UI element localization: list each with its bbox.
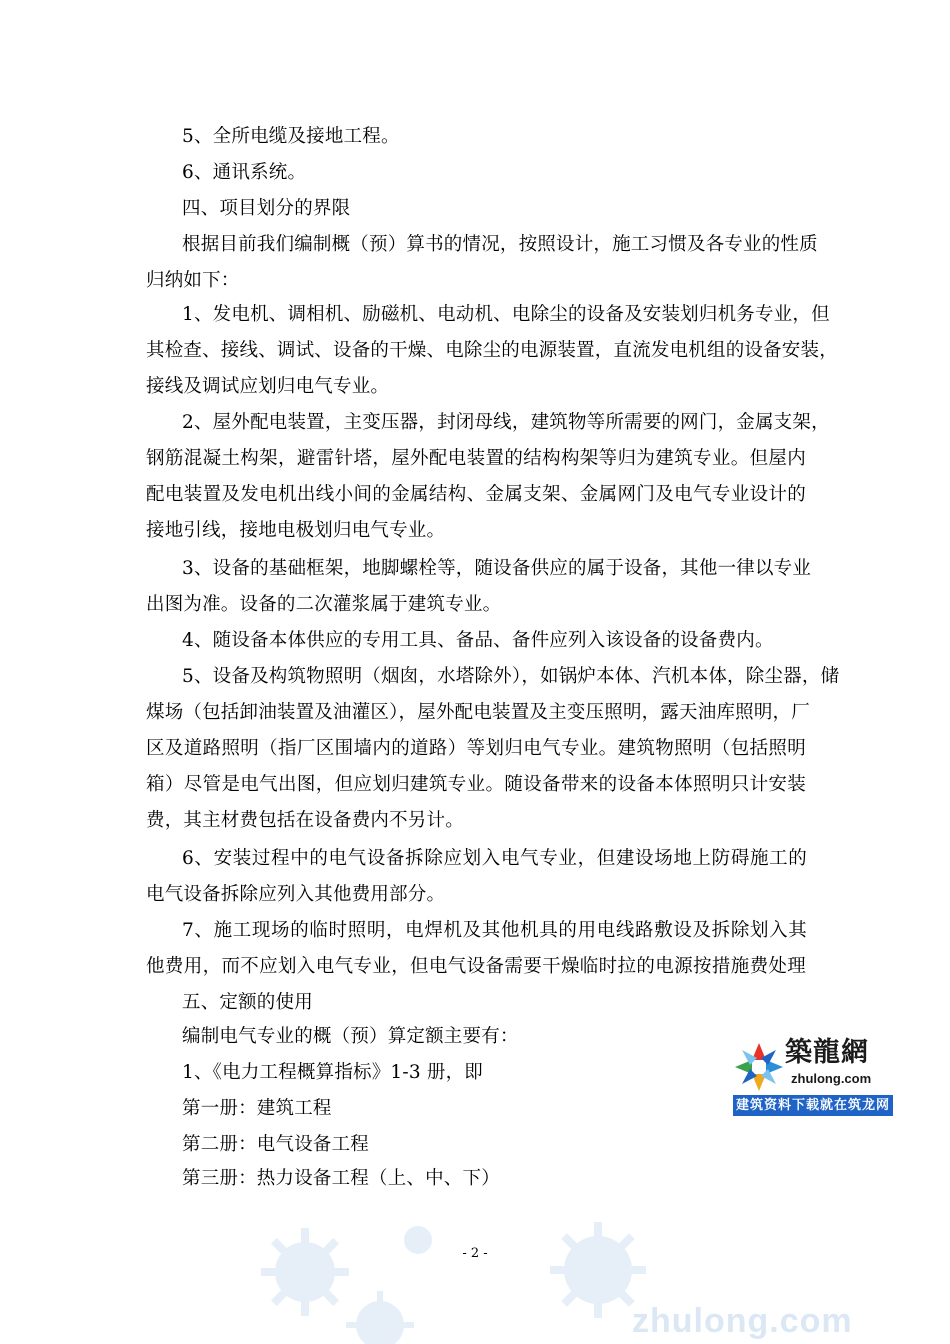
text-line: 煤场（包括卸油装置及油灌区），屋外配电装置及主变压照明，露天油库照明，厂 [146, 702, 810, 723]
text-line: 2、屋外配电装置，主变压器，封闭母线，建筑物等所需要的网门，金属支架， [182, 412, 830, 433]
text-line: 4、随设备本体供应的专用工具、备品、备件应列入该设备的设备费内。 [182, 630, 774, 651]
text-line: 第一册：建筑工程 [182, 1098, 332, 1119]
text-line: 配电装置及发电机出线小间的金属结构、金属支架、金属网门及电气专业设计的 [146, 484, 806, 505]
text-line: 1、发电机、调相机、励磁机、电动机、电除尘的设备及安装划归机务专业，但 [182, 304, 830, 325]
page-number: - 2 - [462, 1246, 488, 1261]
text-line: 3、设备的基础框架，地脚螺栓等，随设备供应的属于设备，其他一律以专业 [182, 558, 812, 579]
text-line: 根据目前我们编制概（预）算书的情况，按照设计，施工习惯及各专业的性质 [182, 234, 818, 255]
text-line: 他费用，而不应划入电气专业，但电气设备需要干燥临时拉的电源按措施费处理 [146, 956, 806, 977]
zhulong-logo [733, 1033, 893, 1116]
text-line: 其检查、接线、调试、设备的干燥、电除尘的电源装置，直流发电机组的设备安装， [146, 340, 838, 361]
logo-name: 築龍網 [785, 1037, 869, 1068]
text-line: 1、《电力工程概算指标》1-3 册，即 [182, 1062, 483, 1083]
text-line: 编制电气专业的概（预）算定额主要有： [182, 1026, 519, 1047]
text-line: 费，其主材费包括在设备费内不另计。 [146, 810, 464, 831]
text-line: 钢筋混凝土构架，避雷针塔，屋外配电装置的结构构架等归为建筑专业。但屋内 [146, 448, 806, 469]
text-line: 区及道路照明（指厂区围墙内的道路）等划归电气专业。建筑物照明（包括照明 [146, 738, 806, 759]
section-heading: 四、项目划分的界限 [182, 198, 351, 219]
text-line: 第二册：电气设备工程 [182, 1134, 370, 1155]
text-line: 箱）尽管是电气出图，但应划归建筑专业。随设备带来的设备本体照明只计安装 [146, 774, 806, 795]
text-line: 归纳如下： [146, 270, 240, 291]
text-line: 5、设备及构筑物照明（烟囱，水塔除外），如锅炉本体、汽机本体，除尘器，储 [182, 666, 840, 687]
text-line: 7、施工现场的临时照明，电焊机及其他机具的用电线路敷设及拆除划入其 [182, 920, 807, 941]
section-heading: 五、定额的使用 [182, 992, 313, 1013]
watermark-text: zhulong.com [632, 1302, 853, 1340]
text-line: 5、全所电缆及接地工程。 [182, 126, 400, 147]
text-line: 第三册：热力设备工程（上、中、下） [182, 1168, 500, 1189]
text-line: 6、安装过程中的电气设备拆除应划入电气专业，但建设场地上防碍施工的 [182, 848, 807, 869]
logo-slogan: 建筑资料下载就在筑龙网 [733, 1095, 893, 1116]
text-line: 电气设备拆除应列入其他费用部分。 [146, 884, 446, 905]
text-line: 接线及调试应划归电气专业。 [146, 376, 390, 397]
text-line: 出图为准。设备的二次灌浆属于建筑专业。 [146, 594, 502, 615]
logo-domain: zhulong.com [791, 1071, 872, 1086]
text-line: 6、通讯系统。 [182, 162, 307, 183]
text-line: 接地引线，接地电极划归电气专业。 [146, 520, 446, 541]
